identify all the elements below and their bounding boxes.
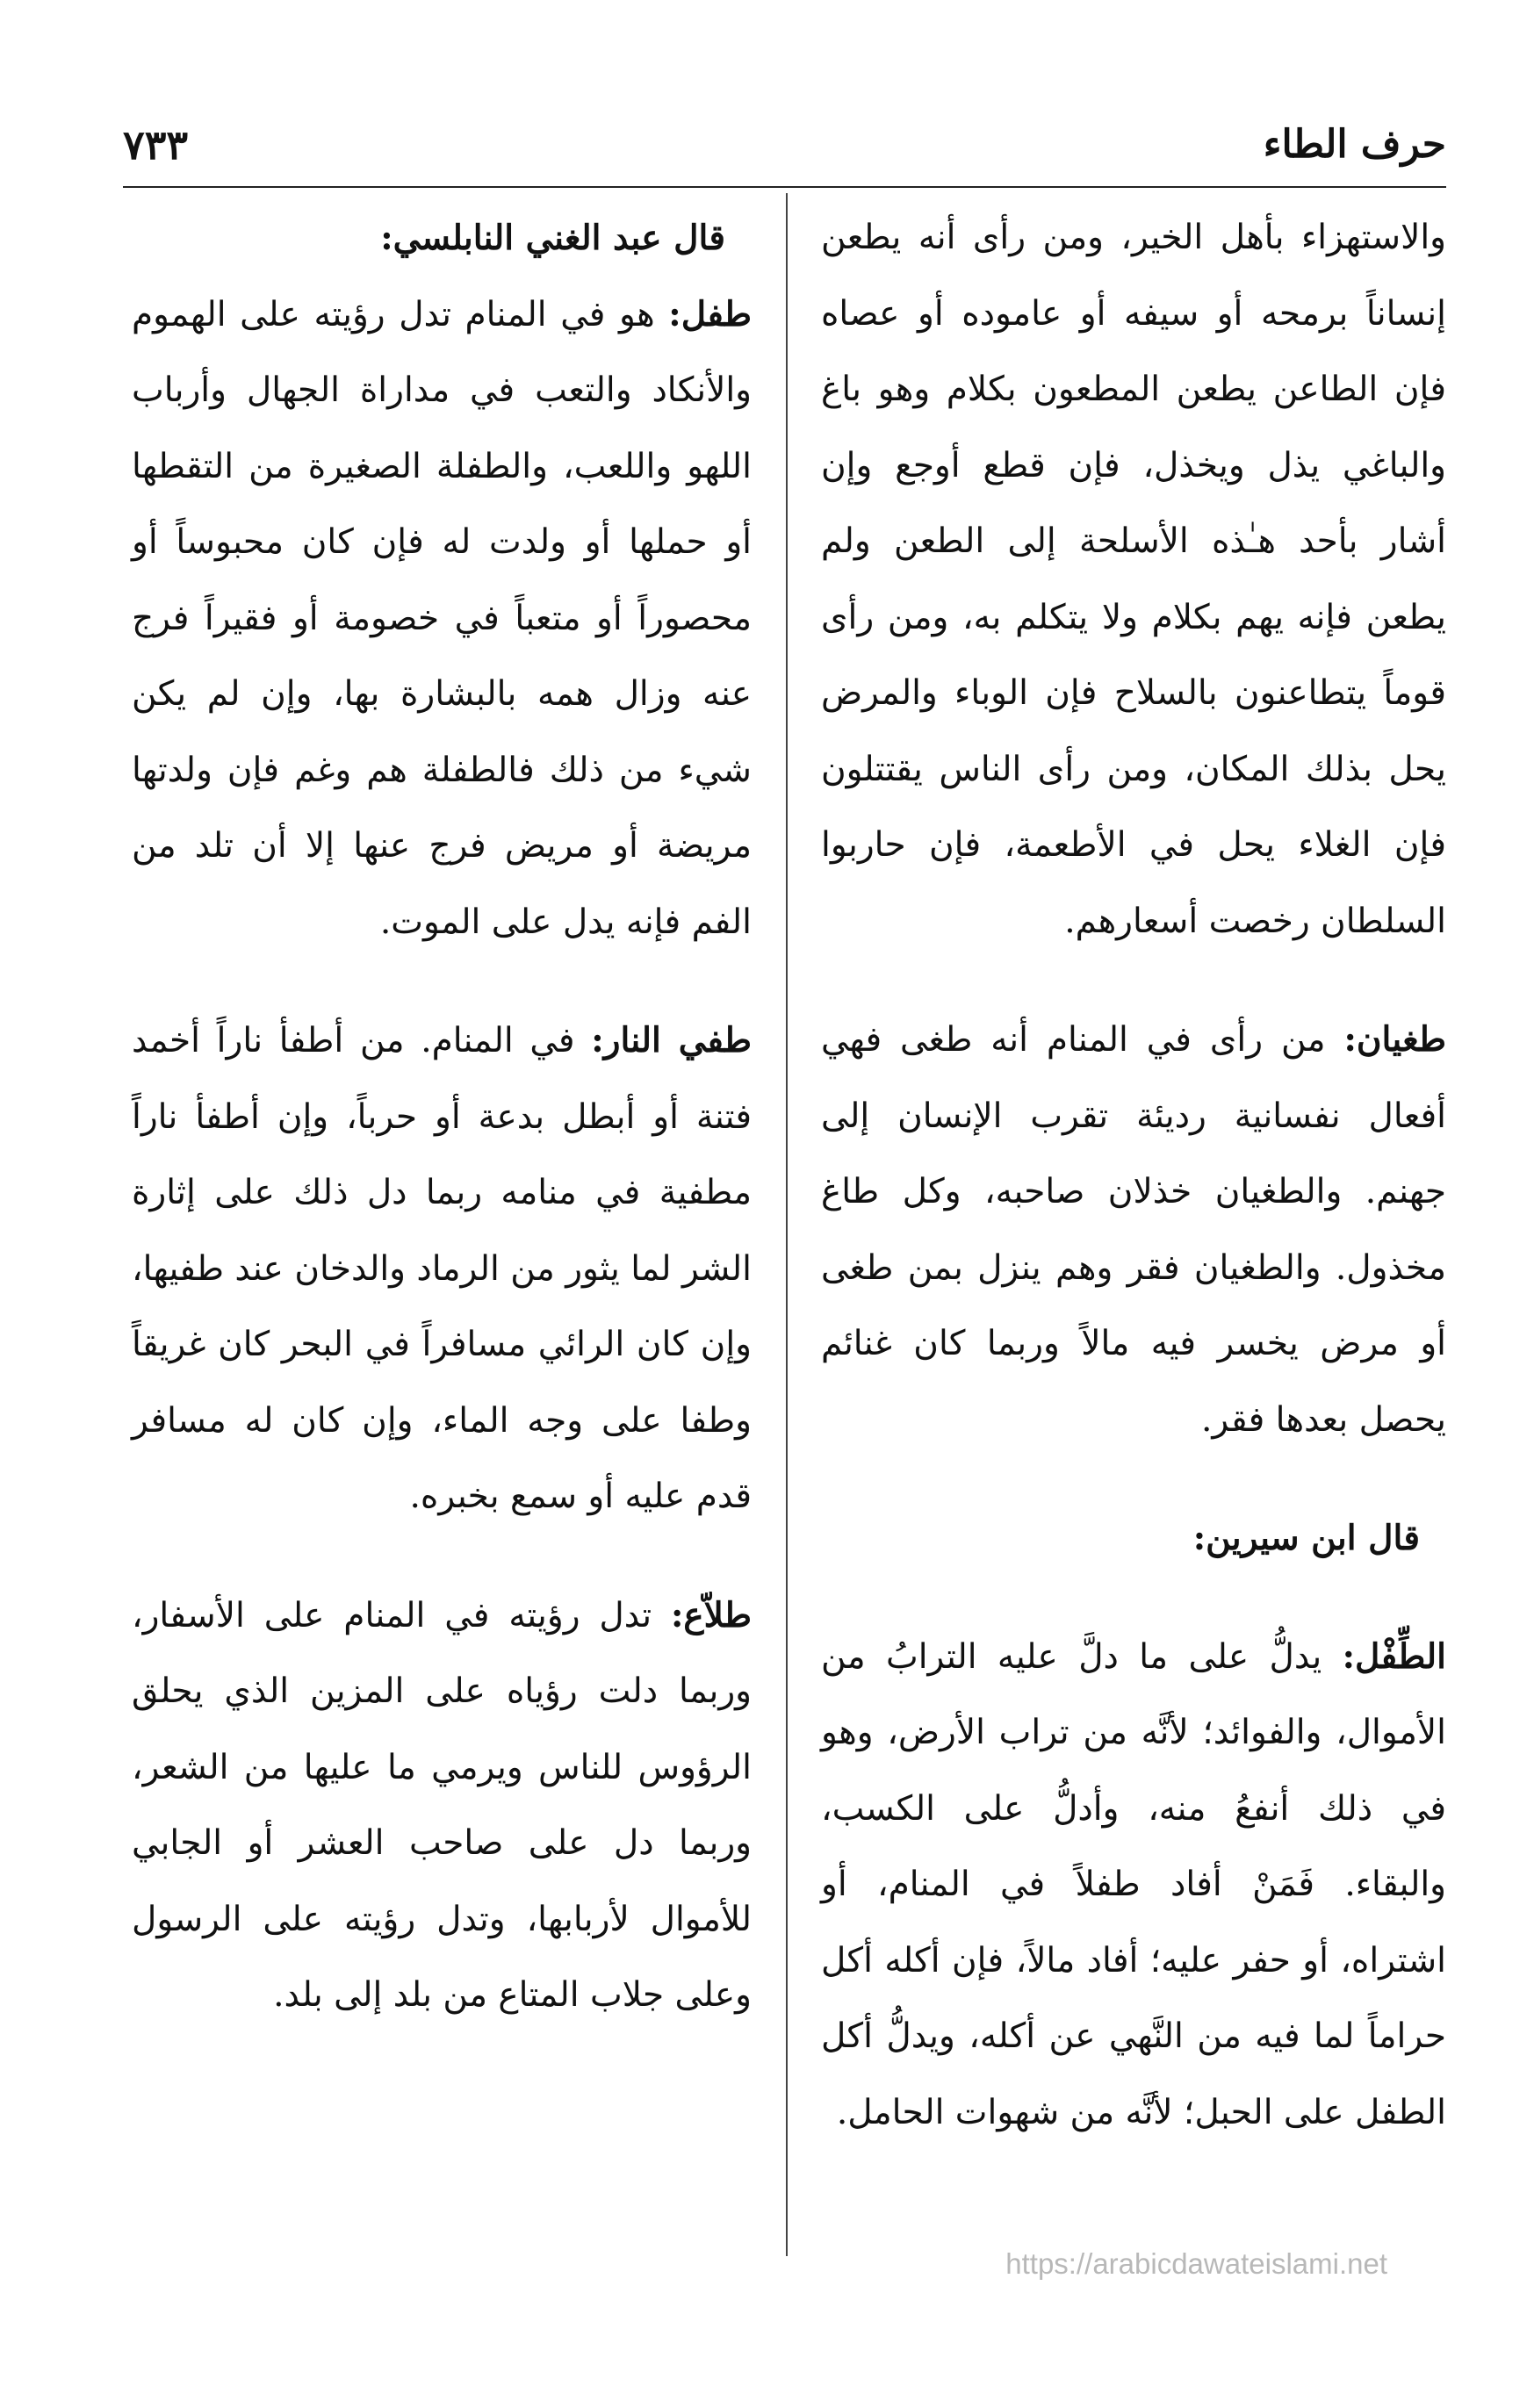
page-number: ٧٣٣: [123, 121, 189, 169]
column-divider: [786, 193, 788, 2256]
entry-tifl: [132, 277, 752, 961]
paragraph-gap: [132, 960, 752, 1003]
watermark-url: https://arabicdawateislami.net: [1005, 2247, 1387, 2280]
entry-term: طفي النار:: [591, 1020, 752, 1060]
entry-tughyan: [821, 1002, 1446, 1458]
right-column: [821, 200, 1446, 2151]
entry-term: طغيان:: [1343, 1019, 1446, 1060]
chapter-title: حرف الطاء: [1263, 122, 1446, 167]
entry-body: يدلُّ على ما دلَّ عليه الترابُ من الأموال، والفوائد؛ لأنَّه من تراب الأرض، وهو في ذلك أنفعُ منه، وأدلُّ على الكسب، والبقاء. فَمَنْ أفاد طفلاً في المنام، أو اشتراه، أو حفر عليه؛ أفاد مالاً، فإن أكله أكل حراماً لما فيه من النَّهي عن أكله، ويدلُّ أكل الطفل على الحبل؛ لأنَّه من شهوات الحامل.: [821, 1636, 1446, 2132]
entry-tafy-annar: [132, 1003, 752, 1535]
paragraph-gap: [821, 960, 1446, 1002]
entry-term: طفل:: [668, 293, 752, 334]
entry-body: هو في المنام تدل رؤيته على الهموم والأنكاد والتعب في مداراة الجهال وأرباب اللهو واللعب، والطفلة الصغيرة من التقطها أو حملها أو ولدت له فإن كان محبوساً أو محصوراً أو متعباً في خصومة أو فقيراً فرج عنه وزال همه بالبشارة بها، وإن لم يكن شيء من ذلك فالطفلة هم وغم فإن ولدتها مريضة أو مريض فرج عنها إلا أن تلد من الفم فإنه يدل على الموت.: [132, 294, 752, 942]
entry-body: في المنام. من أطفأ ناراً أخمد فتنة أو أبطل بدعة أو حرباً، وإن أطفأ ناراً مطفية في منامه ربما دل ذلك على إثارة الشر لما يثور من الرماد والدخان عند طفيها، وإن كان الرائي مسافراً في البحر كان غريقاً وطفا على وجه الماء، وإن كان له مسافر قدم عليه أو سمع بخبره.: [132, 1021, 752, 1516]
header-divider: [123, 186, 1446, 188]
entry-body: من رأى في المنام أنه طغى فهي أفعال نفسانية رديئة تقرب الإنسان إلى جهنم. والطغيان خذلان صاحبه، وكل طاغ مخذول. والطغيان فقر وهم ينزل بمن طغى أو مرض يخسر فيه مالاً وربما كان غنائم يحصل بعدها فقر.: [821, 1020, 1446, 1440]
section-heading: قال عبد الغني النابلسي:: [380, 218, 725, 258]
left-column: [132, 200, 752, 2034]
paragraph-gap: [132, 1535, 752, 1578]
entry-body: تدل رؤيته في المنام على الأسفار، وربما دلت رؤياه على المزين الذي يحلق الرؤوس للناس ويرمي ما عليها من الشعر، وربما دل على صاحب العشر أو الجابي للأموال لأربابها، وتدل رؤيته على الرسول وعلى جلاب المتاع من بلد إلى بلد.: [132, 1595, 752, 2015]
section-heading: قال ابن سيرين:: [1192, 1518, 1420, 1558]
paragraph-gap: [821, 1577, 1446, 1619]
entry-text: والاستهزاء بأهل الخير، ومن رأى أنه يطعن إنساناً برمحه أو سيفه أو عاموده أو عصاه فإن الطاعن يطعن المطعون بكلام وهو باغ والباغي يذل ويخذل، فإن قطع أوجع وإن أشار بأحد هـٰذه الأسلحة إلى الطعن ولم يطعن فإنه يهم بكلام ولا يتكلم به، ومن رأى قوماً يتطاعنون بالسلاح فإن الوباء والمرض يحل بذلك المكان، ومن رأى الناس يقتتلون فإن الغلاء يحل في الأطعمة، فإن حاربوا السلطان رخصت أسعارهم.: [821, 218, 1446, 941]
entry-tifl: [821, 1619, 1446, 2152]
paragraph-gap: [821, 1458, 1446, 1500]
entry-tallaa: [132, 1578, 752, 2034]
entry-term: الطِّفْل:: [1342, 1635, 1446, 1677]
page-header: [123, 105, 1446, 184]
entry-term: طلاّع:: [671, 1594, 752, 1635]
